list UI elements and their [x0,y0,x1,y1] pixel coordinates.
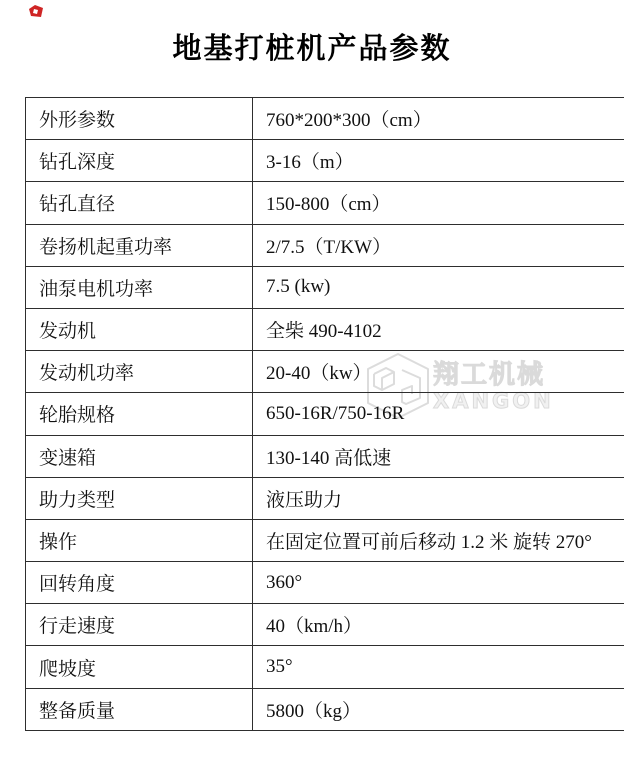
param-label: 整备质量 [26,688,253,730]
param-value: 150-800（cm） [253,182,624,224]
param-label: 回转角度 [26,562,253,604]
param-label: 卷扬机起重功率 [26,224,253,266]
table-row [26,519,624,561]
param-value: 650-16R/750-16R [253,393,624,435]
param-label: 钻孔深度 [26,140,253,182]
product-parameters-table [25,97,624,731]
param-value: 液压助力 [253,477,624,519]
table-row [26,351,624,393]
param-value: 760*200*300（cm） [253,98,624,140]
param-label: 助力类型 [26,477,253,519]
param-value: 130-140 高低速 [253,435,624,477]
param-label: 行走速度 [26,604,253,646]
param-label: 变速箱 [26,435,253,477]
param-value: 40（km/h） [253,604,624,646]
param-label: 外形参数 [26,98,253,140]
watermark-latin: XANGON [433,389,554,413]
table-row [26,182,624,224]
param-value: 7.5 (kw) [253,266,624,308]
table-row [26,604,624,646]
param-label: 发动机功率 [26,351,253,393]
param-label: 轮胎规格 [26,393,253,435]
table-row [26,688,624,730]
table-row [26,477,624,519]
param-label: 钻孔直径 [26,182,253,224]
table-row [26,435,624,477]
table-row [26,562,624,604]
param-value: 全柴 490-4102 [253,308,624,350]
corner-red-mark-icon [28,5,44,18]
watermark-chinese: 翔工机械 [433,359,546,389]
table-row [26,140,624,182]
table-row [26,224,624,266]
param-label: 油泵电机功率 [26,266,253,308]
table-row [26,393,624,435]
param-value: 5800（kg） [253,688,624,730]
param-label: 爬坡度 [26,646,253,688]
table-row [26,98,624,140]
table-row [26,646,624,688]
table-row [26,266,624,308]
page-title: 地基打桩机产品参数 [172,33,452,65]
param-label: 操作 [26,519,253,561]
param-value: 3-16（m） [253,140,624,182]
param-label: 发动机 [26,308,253,350]
param-value: 2/7.5（T/KW） [253,224,624,266]
param-value: 360° [253,562,624,604]
param-value: 在固定位置可前后移动 1.2 米 旋转 270° [253,519,624,561]
param-value: 35° [253,646,624,688]
table-row [26,308,624,350]
param-value: 20-40（kw） [253,351,624,393]
